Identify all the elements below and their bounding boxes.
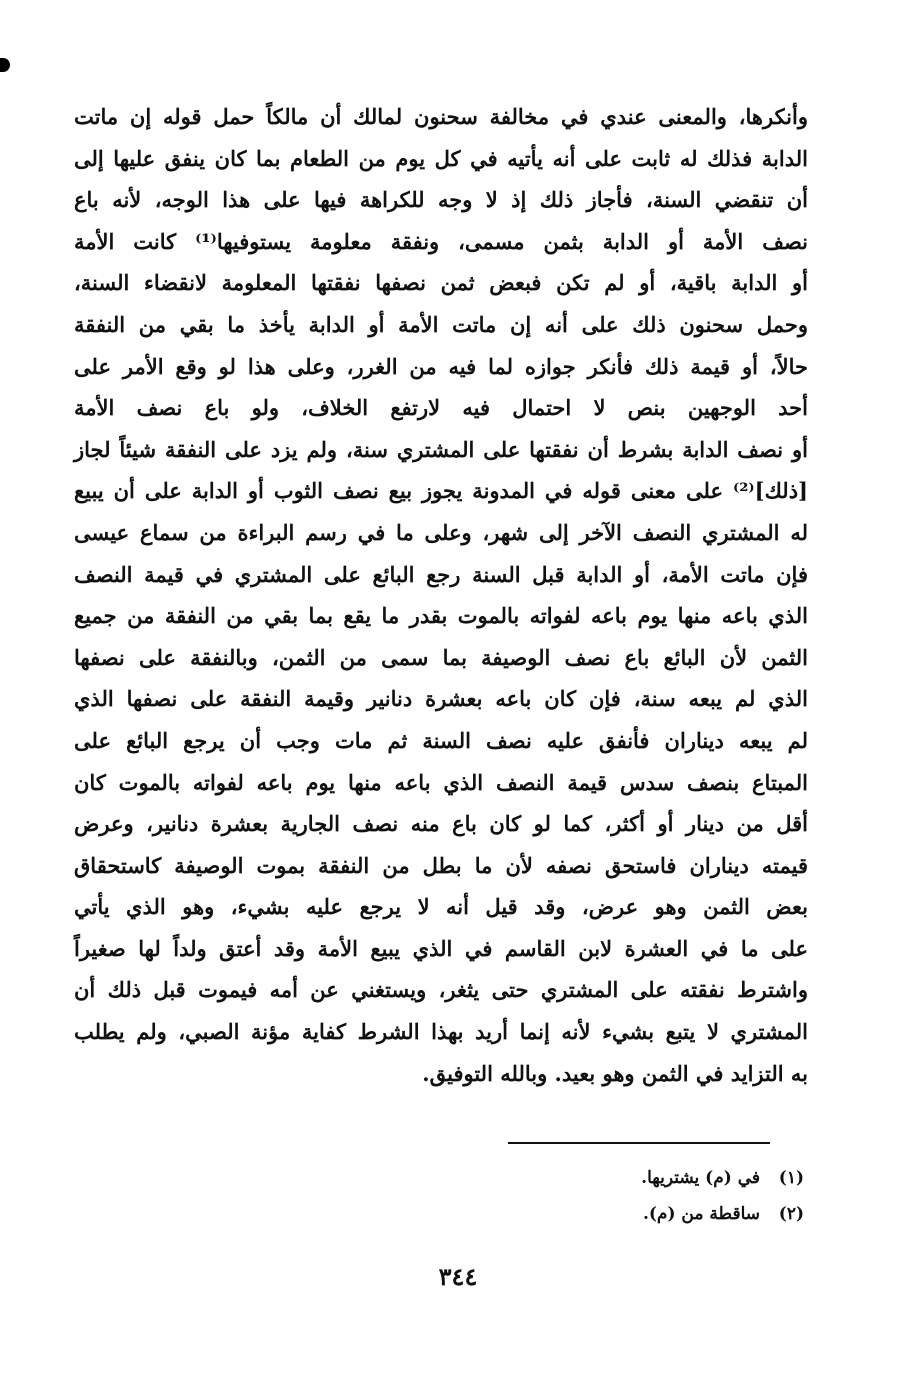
footnote-text: ساقطة من (م). — [642, 1204, 760, 1224]
text-line: وحمل سحنون ذلك على أنه إن ماتت الأمة أو الدابة يأخذ ما بقي من النفقة — [74, 311, 808, 337]
page-number: ٣٤٤ — [438, 1262, 478, 1291]
text-line: الذي باعه منها يوم باعه لفواته بالموت بقدر ما يقع بما بقي من النفقة من جميع — [74, 603, 808, 629]
footnote-text: في (م) يشتريها. — [641, 1168, 760, 1188]
text-line: الدابة فذلك له ثابت على أنه يأتيه في كل يوم من الطعام بما كان ينفق عليها إلى — [74, 145, 808, 171]
text-line: فإن ماتت الأمة، أو الدابة قبل السنة رجع البائع على المشتري في قيمة النصف — [74, 561, 808, 587]
footnote — [204, 1160, 804, 1196]
text-line: نصف الأمة أو الدابة بثمن مسمى، ونفقة معلومة يستوفيها⁽¹⁾ كانت الأمة — [74, 228, 809, 254]
footnote-number: (٢) — [778, 1204, 804, 1224]
text-line: لم يبعه ديناران فأنفق عليه نصف السنة ثم مات وجب أن يرجع البائع على — [74, 727, 808, 753]
text-line: حالاً، أو قيمة ذلك فأنكر جوازه لما فيه من الغرر، وعلى هذا لو وقع الأمر على — [74, 353, 808, 379]
text-line: بعض الثمن وهو عرض، وقد قيل أنه لا يرجع عليه بشيء، وهو الذي يأتي — [74, 894, 808, 920]
text-line: الذي لم يبعه سنة، فإن كان باعه بعشرة دنانير وقيمة النفقة على نصفها الذي — [74, 686, 808, 712]
text-line: به التزايد في الثمن وهو بعيد. وبالله التوفيق. — [422, 1060, 808, 1086]
text-line: أن تنقضي السنة، فأجاز ذلك إذ لا وجه للكراهة فيها على هذا الوجه، لأنه باع — [74, 187, 808, 213]
scan-edge-mark — [0, 58, 10, 72]
text-line: أو نصف الدابة بشرط أن نفقتها على المشتري سنة، ولم يزد على النفقة شيئاً لجاز — [74, 436, 808, 462]
text-line: [ذلك]⁽²⁾ على معنى قوله في المدونة يجوز بيع نصف الثوب أو الدابة على أن يبيع — [74, 478, 808, 504]
text-line: وأنكرها، والمعنى عندي في مخالفة سحنون لمالك أن مالكاً حمل قوله إن ماتت — [74, 104, 808, 129]
footnote-separator — [508, 1142, 770, 1144]
footnotes — [204, 1160, 804, 1232]
text-line: أقل من دينار أو أكثر، كما لو كان باع منه نصف الجارية بعشرة دنانير، وعرض — [74, 811, 808, 837]
main-text — [74, 96, 808, 1094]
footnote — [204, 1196, 804, 1232]
text-line: واشترط نفقته على المشتري حتى يثغر، ويستغني عن أمه فيموت قبل ذلك أن — [74, 977, 808, 1003]
text-line: قيمته ديناران فاستحق نصفه لأن ما بطل من النفقة بموت الوصيفة كاستحقاق — [74, 852, 808, 878]
text-line: على ما في العشرة لابن القاسم في الذي يبيع الأمة وقد أعتق ولداً لها صغيراً — [74, 935, 808, 961]
text-line: أو الدابة باقية، أو لم تكن فبعض ثمن نصفها نفقتها المعلومة لانقضاء السنة، — [74, 270, 808, 296]
text-line: أحد الوجهين بنص لا احتمال فيه لارتفع الخلاف، ولو باع نصف الأمة — [74, 395, 808, 421]
text-line: المبتاع بنصف سدس قيمة النصف الذي باعه منها يوم باعه لفواته بالموت كان — [74, 769, 808, 795]
text-line: الثمن لأن البائع باع نصف الوصيفة بما سمى من الثمن، وبالنفقة على نصفها — [74, 644, 808, 670]
footnote-number: (١) — [778, 1168, 804, 1188]
text-line: المشتري لا يتبع بشيء لأنه إنما أريد بهذا الشرط كفاية مؤنة الصبي، ولم يطلب — [74, 1019, 808, 1045]
text-line: له المشتري النصف الآخر إلى شهر، وعلى ما في رسم البراءة من سماع عيسى — [74, 519, 808, 545]
